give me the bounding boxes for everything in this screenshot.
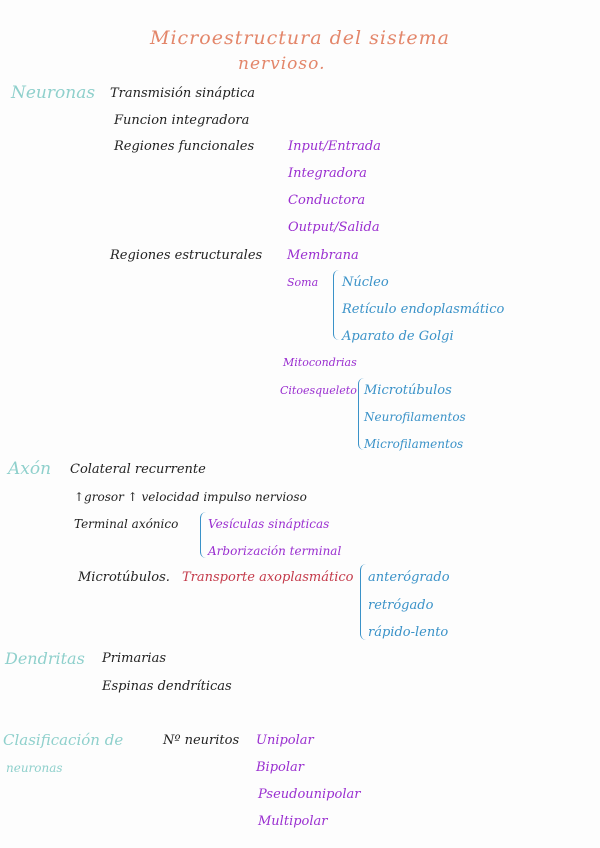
heading-dendritas: Dendritas (5, 649, 85, 668)
estructural-mitocondrias: Mitocondrias (283, 356, 357, 369)
funcional-item-input: Input/Entrada (288, 139, 381, 154)
terminal-item-vesiculas: Vesículas sinápticas (208, 517, 330, 531)
heading-neuronas: Neuronas (11, 83, 96, 103)
heading-axon: Axón (8, 459, 52, 479)
clasificacion-item-pseudounipolar: Pseudounipolar (258, 787, 361, 802)
funcional-item-output: Output/Salida (288, 220, 380, 235)
axon-transporte: Transporte axoplasmático (182, 570, 354, 585)
title-line-2: nervioso. (238, 54, 326, 74)
transporte-item-retrogado: retrógado (368, 598, 434, 613)
clasificacion-item-unipolar: Unipolar (256, 733, 314, 748)
dendritas-primarias: Primarias (102, 651, 166, 666)
axon-colateral: Colateral recurrente (70, 462, 206, 477)
soma-item-nucleo: Núcleo (342, 275, 389, 290)
axon-grosor: ↑grosor ↑ velocidad impulso nervioso (74, 490, 307, 504)
transporte-brace (360, 564, 368, 640)
clasificacion-criterio: Nº neuritos (163, 733, 240, 748)
clasificacion-item-multipolar: Multipolar (258, 814, 328, 829)
regiones-funcionales-label: Regiones funcionales (114, 139, 255, 154)
funcional-item-conductora: Conductora (288, 193, 366, 208)
regiones-estructurales-label: Regiones estructurales (110, 248, 263, 263)
axon-microtubulos: Microtúbulos. (78, 570, 170, 585)
neuronas-funcion: Funcion integradora (114, 113, 250, 128)
soma-brace (333, 270, 341, 340)
heading-clasificacion-line-1: Clasificación de (3, 731, 124, 749)
clasificacion-item-bipolar: Bipolar (256, 760, 304, 775)
citoesqueleto-item-microtubulos: Microtúbulos (364, 383, 452, 398)
soma-item-reticulo: Retículo endoplasmático (342, 302, 505, 317)
title-line-1: Microestructura del sistema (150, 27, 450, 49)
transporte-item-rapido-lento: rápido-lento (368, 625, 449, 640)
funcional-item-integradora: Integradora (288, 166, 367, 181)
citoesqueleto-item-microfilamentos: Microfilamentos (364, 437, 464, 451)
estructural-citoesqueleto: Citoesqueleto (280, 384, 357, 397)
dendritas-espinas: Espinas dendríticas (102, 679, 232, 694)
terminal-item-arborizacion: Arborización terminal (208, 544, 342, 558)
terminal-axonico-label: Terminal axónico (74, 517, 179, 531)
citoesqueleto-item-neurofilamentos: Neurofilamentos (364, 410, 466, 424)
heading-clasificacion-line-2: neuronas (6, 761, 63, 775)
neuronas-transmision: Transmisión sináptica (110, 86, 256, 101)
terminal-brace (200, 512, 208, 558)
estructural-soma: Soma (287, 276, 319, 289)
estructural-membrana: Membrana (287, 248, 359, 263)
soma-item-golgi: Aparato de Golgi (342, 329, 454, 344)
transporte-item-anterogrado: anterógrado (368, 570, 450, 585)
